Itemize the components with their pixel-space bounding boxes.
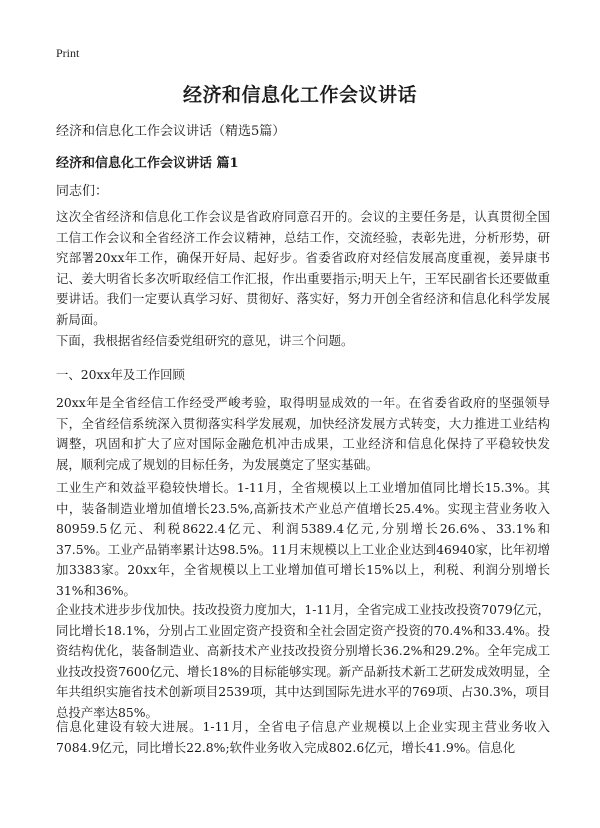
print-link[interactable]: Print — [56, 46, 80, 60]
document-subtitle: 经济和信息化工作会议讲话（精选5篇） — [56, 124, 286, 139]
paragraph-informatization: 信息化建设有较大进展。1-11月，全省电子信息产业规模以上企业实现主营业务收入7084.9亿元，同比增长22.8%;软件业务收入完成802.6亿元，增长41.9%。信息化 — [56, 719, 550, 755]
greeting: 同志们： — [56, 184, 109, 199]
paragraph-year-summary: 20xx年是全省经信工作经受严峻考验，取得明显成效的一年。在省委省政府的坚强领导下，全省经信系统深入贯彻落实科学发展观，加快经济发展方式转变，大力推进工业结构调整，巩固和扩大了应对国际金融危机冲击成果，工业经济和信息化保持了平稳较快发展，顺利完成了规划的目标任务，为发展奠定了坚实基础。 — [56, 395, 550, 472]
document-title: 经济和信息化工作会议讲话 — [182, 84, 417, 106]
paragraph-intro: 这次全省经济和信息化工作会议是省政府同意召开的。会议的主要任务是，认真贯彻全国工信工作会议和全省经济工作会议精神，总结工作，交流经验，表彰先进，分析形势，研究部署20xx年工作，确保开好局、起好步。省委省政府对经信发展高度重视，姜异康书记、姜大明省长多次听取经信工作汇报，作出重要指示;明天上午，王军民副省长还要做重要讲话。我们一定要认真学习好、贯彻好、落实好，努力开创全省经济和信息化科学发展新局面。 — [56, 209, 550, 327]
paragraph-heading-review: 一、20xx年及工作回顾 — [56, 367, 185, 382]
paragraph-tech-progress: 企业技术进步步伐加快。技改投资力度加大，1-11月，全省完成工业技改投资7079亿元，同比增长18.1%，分别占工业固定资产投资和全社会固定资产投资的70.4%和33.4%。投资结构优化，装备制造业、高新技术产业技改投资分别增长36.2%和29.2%。全年完成工业技改投资7600亿元、增长18%的目标能够实现。新产品新技术新工艺研发成效明显，全年共组织实施省技术创新项目2539项，其中达到国际先进水平的769项、占30.3%，项目总投产率达85%。 — [56, 602, 550, 720]
paragraph-industrial-production: 工业生产和效益平稳较快增长。1-11月，全省规模以上工业增加值同比增长15.3%。其中，装备制造业增加值增长23.5%,高新技术产业总产值增长25.4%。实现主营业务收入80959.5亿元、利税8622.4亿元、利润5389.4亿元,分别增长26.6%、33.1%和37.5%。工业产品销率累计达98.5%。11月末规模以上工业企业达到46940家，比年初增加3383家。20xx年，全省规模以上工业增加值可增长15%以上，利税、利润分别增长31%和36%。 — [56, 480, 550, 598]
paragraph-outline: 下面，我根据省经信委党组研究的意见，讲三个问题。 — [56, 333, 354, 348]
section-heading: 经济和信息化工作会议讲话 篇1 — [56, 156, 239, 171]
